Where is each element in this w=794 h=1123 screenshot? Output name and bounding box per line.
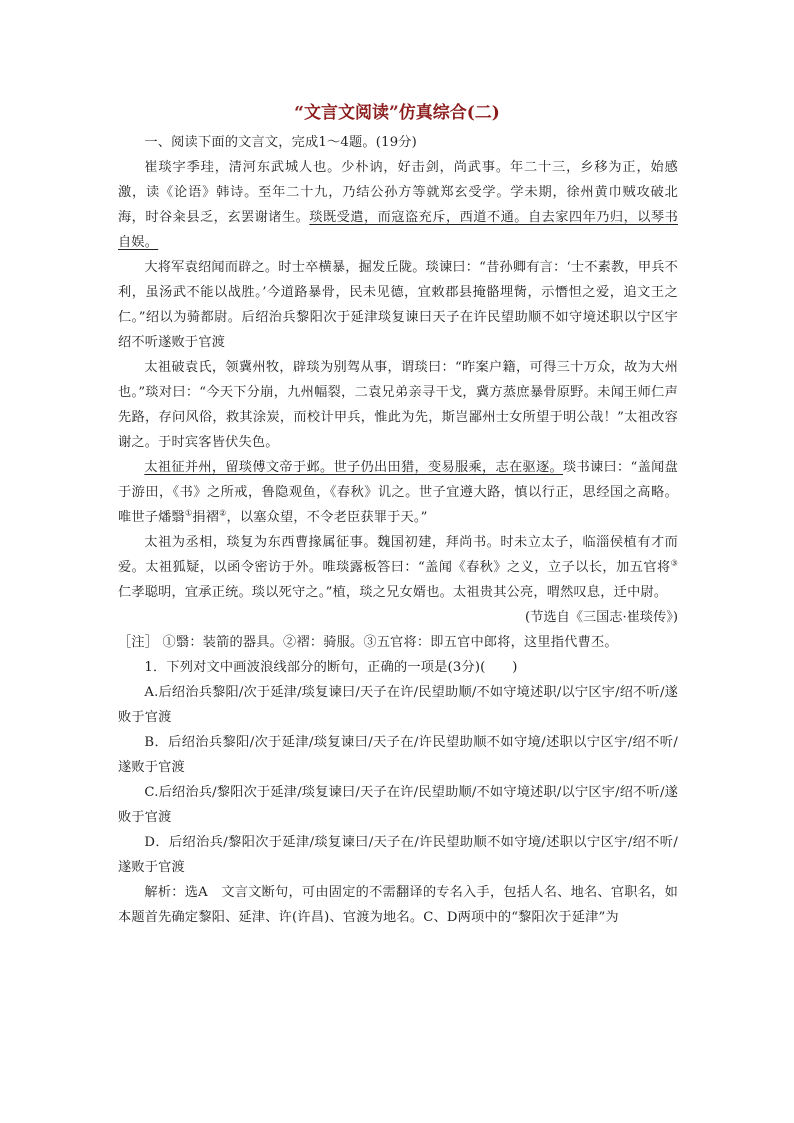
underlined-sentence: 太祖征并州，留琰傅文帝于邺。世子仍出田猎，变易服乘，志在驱逐。 [144, 460, 564, 475]
footnote-marker: ① [184, 508, 193, 518]
source-citation: (节选自《三国志·崔琰传》) [525, 610, 678, 625]
passage-paragraph-4 [118, 455, 678, 530]
passage-text: 太祖为丞相，琰复为东西曹掾属征事。魏国初建，拜尚书。时未立太子，临淄侯植有才而爱。太祖狐疑，以函令密访于外。唯琰露板答曰：“盖闻《春秋》之义，立子以长，加五官将 [118, 535, 678, 575]
passage-paragraph-3: 太祖破袁氏，领冀州牧，辟琰为别驾从事，谓琰曰：“昨案户籍，可得三十万众，故为大州也。”琰对曰：“今天下分崩，九州幅裂，二袁兄弟亲寻干戈，冀方蒸庶暴骨原野。未闻王师仁声先路，存问风俗，救其涂炭，而校计甲兵，惟此为先，斯岂鄙州士女所望于明公哉！”太祖改容谢之。于时宾客皆伏失色。 [118, 360, 678, 450]
passage-paragraph-2 [118, 255, 678, 355]
underlined-sentence: 琰既受遣，而寇盗充斥，西道不通。自去家四年乃归，以琴书自娱。 [118, 210, 678, 250]
document-body [118, 130, 678, 930]
passage-text: 大将军袁绍闻而辟之。时士卒横暴，掘发丘陇。琰谏曰：“昔孙卿有言：‘士不素教，甲兵不利，虽汤武不能以战胜。’今道路暴骨，民未见德，宜敕郡县掩骼埋胔，示憯怛之爱，追文王之仁。”绍以为骑都尉。 [118, 260, 678, 325]
footnote-marker: ② [219, 508, 227, 518]
option-d: D．后绍治兵/黎阳次于延津/琰复谏曰/天子在/许民望助顺不如守境/述职以宁区宇/绍不听/遂败于官渡 [118, 835, 678, 875]
passage-text: 捐褶 [192, 510, 220, 525]
wavy-underlined-sentence: 后绍治兵黎阳次于延津琰复谏曰天子在许民望助顺不如守境述职以宁区宇绍不听遂败于官渡 [118, 310, 678, 350]
annotation-note: ［注］ ①翳：装箭的器具。②褶：骑服。③五官将：即五官中郎将，这里指代曹丕。 [118, 635, 618, 650]
passage-paragraph-1 [118, 155, 678, 255]
option-b: B．后绍治兵黎阳/次于延津/琰复谏曰/天子在/许民望助顺不如守境/述职以宁区宇/绍不听/遂败于官渡 [118, 735, 678, 775]
passage-text: 仁孝聪明，宜承正统。琰以死守之。”植，琰之兄女婿也。太祖贵其公亮，喟然叹息，迁中尉。 [118, 585, 668, 600]
option-c: C.后绍治兵/黎阳次于延津/琰复谏曰/天子在许/民望助顺/不如守境述职/以宁区宇/绍不听/遂败于官渡 [118, 785, 678, 825]
footnote-marker: ③ [670, 558, 678, 568]
page-title: “文言文阅读”仿真综合(二) [294, 103, 500, 123]
passage-text: 崔琰字季珪，清河东武城人也。少朴讷，好击剑，尚武事。年二十三，乡移为正，始感激，读《论语》韩诗。至年二十九，乃结公孙方等就郑玄受学。学未期，徐州黄巾贼攻破北海，时谷籴县乏，玄罢谢诸生。 [118, 160, 678, 225]
option-a: A.后绍治兵黎阳/次于延津/琰复谏曰/天子在许/民望助顺/不如守境述职/以宁区宇/绍不听/遂败于官渡 [118, 685, 678, 725]
passage-text: ，以塞众望，不令老臣获罪于天。” [226, 510, 428, 525]
passage-paragraph-5 [118, 530, 678, 605]
intro-instruction: 一、阅读下面的文言文，完成1～4题。(19分) [144, 135, 418, 150]
answer-analysis: 解析：选A 文言文断句，可由固定的不需翻译的专名入手，包括人名、地名、官职名，如本题首先确定黎阳、延津、许(许昌)、官渡为地名。C、D两项中的“黎阳次于延津”为 [118, 885, 678, 925]
passage-text: 琰书谏曰：“盖闻盘于游田，《书》之所戒，鲁隐观鱼，《春秋》讥之。世子宜遵大路，慎以行正，思经国之高略。唯世子燔翳 [118, 460, 678, 525]
question-stem: 1．下列对文中画波浪线部分的断句，正确的一项是(3分)( ) [144, 660, 518, 675]
